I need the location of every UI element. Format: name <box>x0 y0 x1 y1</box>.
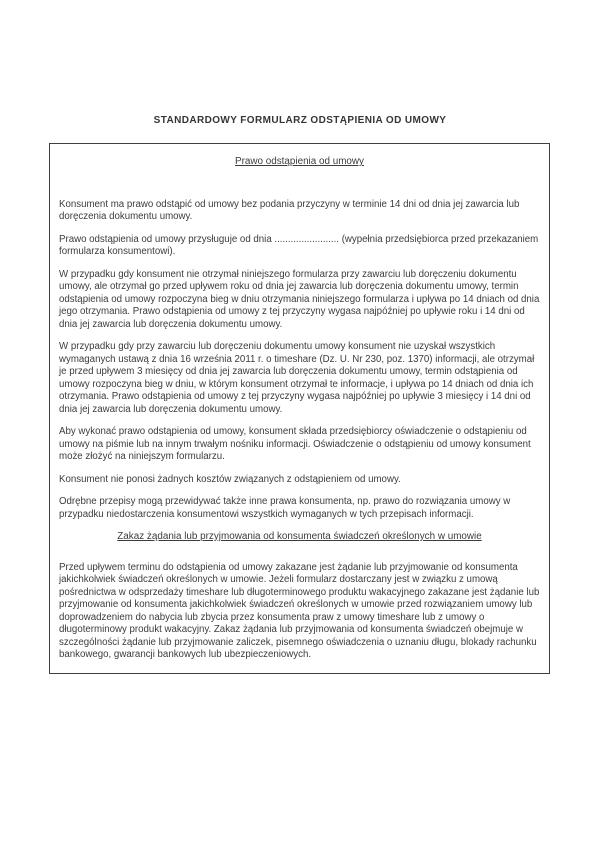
paragraph-no-costs: Konsument nie ponosi żadnych kosztów związanych z odstąpieniem od umowy. <box>59 473 401 485</box>
document-title: STANDARDOWY FORMULARZ ODSTĄPIENIA OD UMOWY <box>153 115 447 126</box>
section-heading-right-of-withdrawal: Prawo odstąpienia od umowy <box>235 156 364 167</box>
paragraph-form-not-received: W przypadku gdy konsument nie otrzymał niniejszego formularza przy zawarciu lub doręczeniu dokumentu umowy, ale otrzymał go przed upływem roku od dnia jej zawarcia lub doręczenia dokumentu umowy, termin odstąpienia od umowy rozpoczyna bieg w dniu otrzymania niniejszego formularza i upływa po 14 dniach od dnia jego otrzymania. Prawo odstąpienia od umowy z tej przyczyny wygasa najpóźniej po upływie roku i 14 dni od dnia jej zawarcia lub doręczenia dokumentu umowy. <box>59 268 540 330</box>
paragraph-withdrawal-date-blank: Prawo odstąpienia od umowy przysługuje od dnia ........................ (wypełnia przedsiębiorca przed przekazaniem formularza konsumentowi). <box>59 233 539 257</box>
paragraph-prohibition-details: Przed upływem terminu do odstąpienia od umowy zakazane jest żądanie lub przyjmowanie od konsumenta jakichkolwiek świadczeń określonych w umowie. Jeżeli formularz dostarczany jest w związku z umową pośrednictwa w odsprzedaży timeshare lub długoterminowego produktu wakacyjnego zakazane jest żądanie lub przyjmowanie od konsumenta jakichkolwiek świadczeń określonych w umowie przed rozwiązaniem umowy lub doprowadzeniem do nabycia lub zbycia przez konsumenta praw z umowy timeshare lub z umowy o długoterminowy produkt wakacyjny. Zakaz żądania lub przyjmowania od konsumenta świadczeń obejmuje w szczególności żądanie lub przyjmowanie zaliczek, pisemnego oświadczenia o uznaniu długu, blokady rachunku bankowego, gwarancji bankowych lub ubezpieczeniowych. <box>59 561 540 660</box>
paragraph-how-to-withdraw: Aby wykonać prawo odstąpienia od umowy, konsument składa przedsiębiorcy oświadczenie o odstąpieniu od umowy na piśmie lub na innym trwałym nośniku informacji. Oświadczenie o odstąpieniu od umowy konsument może złożyć na niniejszym formularzu. <box>59 426 531 462</box>
paragraph-other-rights: Odrębne przepisy mogą przewidywać także inne prawa konsumenta, np. prawo do rozwiązania umowy w przypadku niedostarczenia konsumentowi wszystkich wymaganych w tych przepisach informacji. <box>59 496 511 520</box>
section-heading-prohibition: Zakaz żądania lub przyjmowania od konsumenta świadczeń określonych w umowie <box>117 531 482 542</box>
paragraph-withdrawal-term: Konsument ma prawo odstąpić od umowy bez podania przyczyny w terminie 14 dni od dnia jej zawarcia lub doręczenia dokumentu umowy. <box>59 198 520 222</box>
form-box <box>49 143 550 674</box>
paragraph-missing-information: W przypadku gdy przy zawarciu lub doręczeniu dokumentu umowy konsument nie uzyskał wszystkich wymaganych ustawą z dnia 16 września 2011 r. o timeshare (Dz. U. Nr 230, poz. 1370) informacji, ale otrzymał je przed upływem 3 miesięcy od dnia jej zawarcia lub doręczenia dokumentu umowy, termin odstąpienia od umowy rozpoczyna bieg w dniu, w którym konsument otrzymał te informacje, i upływa po 14 dniach od dnia ich otrzymania. Prawo odstąpienia od umowy z tej przyczyny wygasa najpóźniej po upływie 3 miesięcy i 14 dni od dnia jej zawarcia lub doręczenia dokumentu umowy. <box>59 341 535 415</box>
